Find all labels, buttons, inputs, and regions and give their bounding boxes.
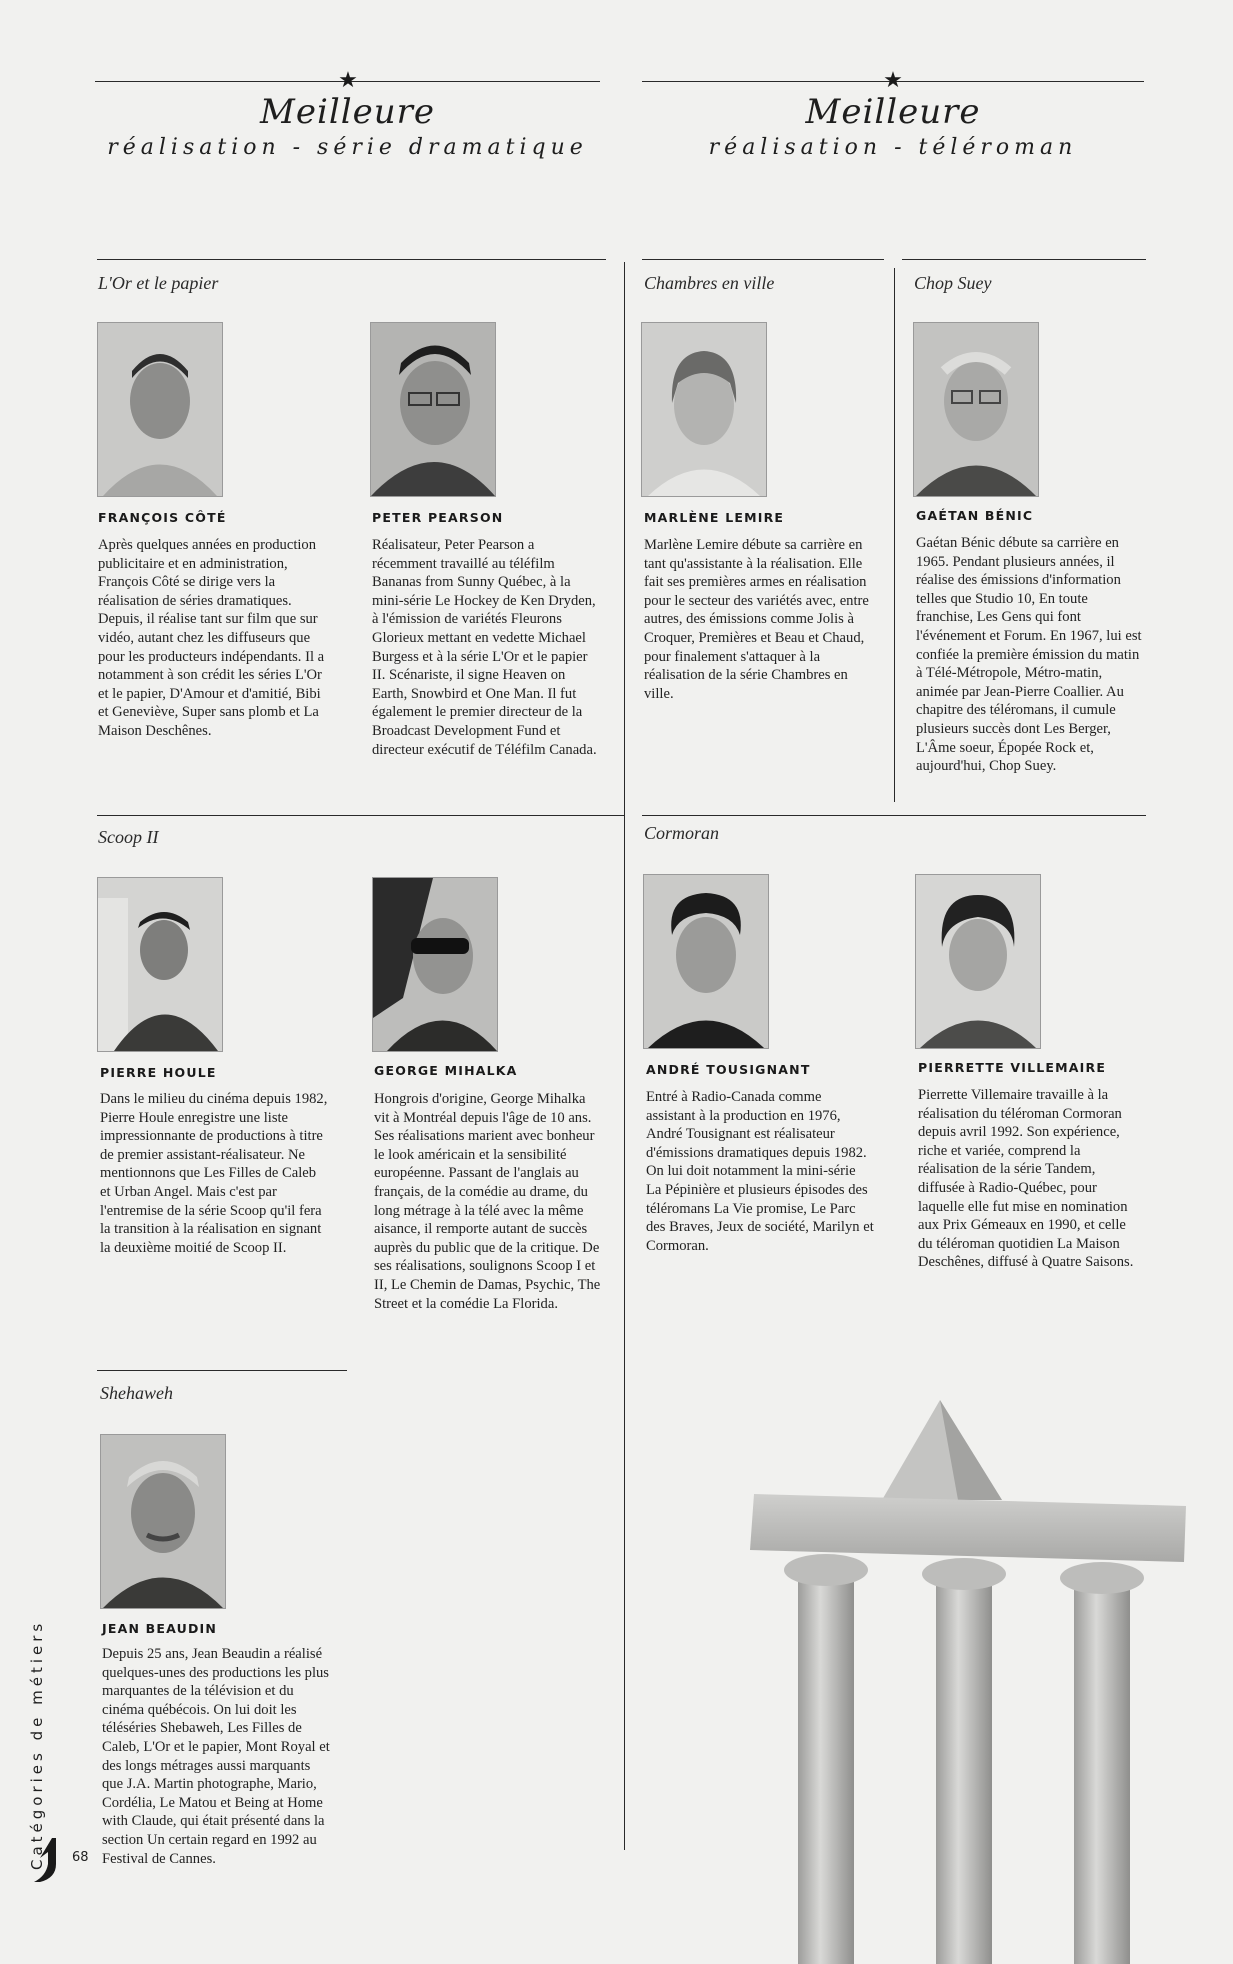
person-name: GEORGE MIHALKA [374,1063,518,1078]
production-title: L'Or et le papier [98,273,219,293]
person-bio: Pierrette Villemaire travaille à la réalisation du téléroman Cormoran depuis avril 1992. Son expérience, riche et variée, comprend la réalisation de la série Tandem, diffusée à Radio-Québec, pour laquelle elle fut mise en nomination aux Prix Gémeaux en 1990, et celle du téléroman quotidien La Maison Deschênes, diffusé à Quatre Saisons. [918,1087,1134,1271]
person-name: ANDRÉ TOUSIGNANT [646,1062,811,1077]
portrait-photo [97,877,223,1052]
left-header-subtitle: réalisation - série dramatique [107,135,588,160]
person-bio: Dans le milieu du cinéma depuis 1982, Pierre Houle enregistre une liste impressionnante de productions à titre de premier assistant-réalisateur. Ne mentionnons que Les Filles de Caleb et Urban Angel. Mais c'est par l'entremise de la série Scoop qu'il fera la transition à la réalisation en signant la deuxième moitié de Scoop II. [100,1091,328,1256]
production-title: Scoop II [98,827,159,847]
section-rule [642,259,884,260]
right-header-subtitle: réalisation - téléroman [708,135,1078,160]
star-icon: ★ [883,68,903,93]
column-divider [894,268,895,802]
portrait-photo [372,877,498,1052]
production-title: Shehaweh [100,1383,173,1403]
person-name: FRANÇOIS CÔTÉ [98,510,227,525]
person-bio: Après quelques années en production publicitaire et en administration, François Côté se dirige vers la réalisation de séries dramatiques. Depuis, il réalise tant sur film que sur vidéo, autant chez les diffuseurs que pour les producteurs indépendants. Il a notamment à son crédit les séries L'Or et le papier, D'Amour et d'amitié, Bibi et Geneviève, Super sans plomb et La Maison Deschênes. [98,537,325,739]
corner-mark-icon [30,1838,62,1882]
portrait-photo [370,322,496,497]
section-rule [642,815,1146,816]
person-name: PETER PEARSON [372,510,504,525]
person-bio: Gaétan Bénic débute sa carrière en 1965. Pendant plusieurs années, il réalise des émissions d'information telles que Studio 10, En toute franchise, Les Gens qui font l'événement et Forum. En 1967, lui est confiée la première émission du matin à Télé-Métropole, Métro-matin, animée par Jean-Pierre Coallier. Au chapitre des téléromans, il cumule plusieurs succès dont Les Berger, L'Âme soeur, Épopée Rock et, aujourd'hui, Chop Suey. [916,535,1142,775]
column-divider [624,262,625,1850]
person-name: PIERRE HOULE [100,1065,217,1080]
star-icon: ★ [338,68,358,93]
section-rule [97,815,624,816]
person-bio: Entré à Radio-Canada comme assistant à la production en 1976, André Tousignant est réalisateur d'émissions dramatiques depuis 1982. On lui doit notamment la mini-série La Pépinière et plusieurs épisodes des téléromans La Vie promise, Le Parc des Braves, Jeux de société, Marilyn et Cormoran. [646,1089,874,1254]
person-bio: Marlène Lemire débute sa carrière en tant qu'assistante à la réalisation. Elle fait ses premières armes en réalisation pour le secteur des variétés avec, entre autres, des émissions comme Jolis à Croquer, Premières et Beau et Chaud, pour finalement s'attaquer à la réalisation de la série Chambres en ville. [644,537,869,702]
person-name: JEAN BEAUDIN [102,1621,218,1636]
left-header-title: Meilleure [260,92,435,132]
portrait-photo [643,874,769,1049]
production-title: Cormoran [644,823,720,843]
category-label: Catégories de métiers [28,1619,46,1870]
person-name: GAÉTAN BÉNIC [916,508,1034,523]
section-rule [97,259,606,260]
production-title: Chop Suey [914,273,992,293]
category-sidebar [28,1619,52,1870]
person-bio: Réalisateur, Peter Pearson a récemment travaillé au téléfilm Bananas from Sunny Québec, à la mini-série Le Hockey de Ken Dryden, à l'émission de variétés Fleurons Glorieux mettant en vedette Michael Burgess et à la série L'Or et le papier II. Scénariste, il signe Heaven on Earth, Snowbird et One Man. Il fut également le premier directeur de la Broadcast Development Fund et directeur exécutif de Téléfilm Canada. [372,537,597,758]
page-number: 68 [72,1850,89,1865]
section-rule [902,259,1146,260]
portrait-photo [641,322,767,497]
production-title: Chambres en ville [644,273,775,293]
person-bio: Depuis 25 ans, Jean Beaudin a réalisé quelques-unes des productions les plus marquantes de la télévision et du cinéma québécois. On lui doit les téléséries Shebaweh, Les Filles de Caleb, L'Or et le papier, Mont Royal et des longs métrages aussi marquants que J.A. Martin photographe, Mario, Cordélia, Le Matou et Being at Home with Claude, qui était présenté dans la section Un certain regard en 1992 au Festival de Cannes. [102,1646,330,1867]
person-name: MARLÈNE LEMIRE [644,510,785,525]
portrait-photo [100,1434,226,1609]
portrait-photo [97,322,223,497]
person-bio: Hongrois d'origine, George Mihalka vit à Montréal depuis l'âge de 10 ans. Ses réalisations marient avec bonheur le look américain et la sensibilité européenne. Passant de l'anglais au français, de la comédie au drame, du long métrage à la télé avec la même aisance, il remporte autant de succès auprès du public que de la critique. De ses réalisations, soulignons Scoop I et II, Le Chemin de Damas, Psychic, The Street et la comédie La Florida. [374,1091,601,1312]
section-rule [97,1370,347,1371]
column-pediment-illustration [740,1390,1200,1964]
portrait-photo [913,322,1039,497]
portrait-photo [915,874,1041,1049]
person-name: PIERRETTE VILLEMAIRE [918,1060,1107,1075]
right-header-title: Meilleure [805,92,981,132]
